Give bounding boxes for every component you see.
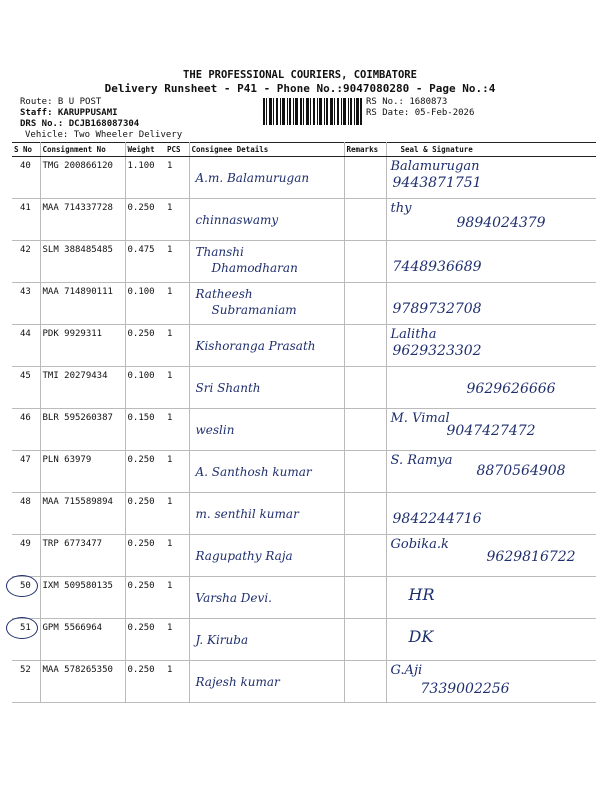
consignee-name: Varsha Devi. — [195, 591, 272, 605]
consignee-details — [189, 577, 344, 619]
remarks-cell — [344, 451, 386, 493]
table-row — [12, 283, 596, 325]
table-row — [12, 325, 596, 367]
consignee-details — [189, 493, 344, 535]
consignment-number: PDK 9929311 — [40, 325, 125, 367]
col-weight: Weight — [125, 143, 165, 157]
pcs-value: 1 — [165, 493, 189, 535]
consignment-number: SLM 388485485 — [40, 241, 125, 283]
consignee-name: Ratheesh — [195, 287, 253, 301]
pcs-value: 1 — [165, 283, 189, 325]
receiver-phone: 7448936689 — [392, 259, 482, 275]
consignee-details — [189, 241, 344, 283]
signature-mark: Gobika.k — [390, 537, 449, 552]
receiver-phone: 8870564908 — [476, 463, 566, 479]
serial-number: 48 — [12, 493, 40, 535]
route-label: Route: B U POST — [20, 97, 102, 107]
pcs-value: 1 — [165, 577, 189, 619]
runsheet-subtitle: Delivery Runsheet - P41 - Phone No.:9047080280 - Page No.:4 — [104, 82, 496, 95]
col-sno: S No — [12, 143, 40, 157]
consignee-name: chinnaswamy — [195, 213, 279, 227]
weight-value: 0.100 — [125, 367, 165, 409]
receiver-phone: 7339002256 — [420, 681, 510, 697]
seal-signature — [386, 367, 596, 409]
serial-number: 42 — [12, 241, 40, 283]
barcode-icon — [263, 98, 363, 125]
seal-signature — [386, 577, 596, 619]
consignment-number: MAA 714890111 — [40, 283, 125, 325]
consignment-number: MAA 715589894 — [40, 493, 125, 535]
consignee-name: Ragupathy Raja — [195, 549, 293, 563]
serial-number: 47 — [12, 451, 40, 493]
hand-circle-mark — [6, 575, 38, 597]
company-title: THE PROFESSIONAL COURIERS, COIMBATORE — [183, 69, 417, 81]
serial-number: 51 — [12, 619, 40, 661]
signature-mark: HR — [408, 585, 435, 604]
pcs-value: 1 — [165, 535, 189, 577]
remarks-cell — [344, 409, 386, 451]
serial-number: 45 — [12, 367, 40, 409]
runsheet-table — [12, 142, 596, 703]
serial-number: 40 — [12, 157, 40, 199]
receiver-phone: 9443871751 — [392, 175, 482, 191]
col-consignment: Consignment No — [40, 143, 125, 157]
seal-signature — [386, 661, 596, 703]
signature-mark: G.Aji — [390, 663, 423, 678]
consignee-name: m. senthil kumar — [195, 507, 299, 521]
rs-number: RS No.: 1680873 — [366, 97, 448, 107]
remarks-cell — [344, 199, 386, 241]
serial-number: 46 — [12, 409, 40, 451]
table-row — [12, 619, 596, 661]
signature-mark: M. Vimal — [390, 411, 450, 426]
table-header — [12, 143, 596, 157]
consignee-name: Thanshi — [195, 245, 244, 259]
pcs-value: 1 — [165, 367, 189, 409]
serial-number: 41 — [12, 199, 40, 241]
consignee-name-line2: Subramaniam — [211, 303, 297, 317]
consignment-number: TRP 6773477 — [40, 535, 125, 577]
consignee-details — [189, 409, 344, 451]
consignee-details — [189, 367, 344, 409]
consignment-number: PLN 63979 — [40, 451, 125, 493]
consignment-number: TMI 20279434 — [40, 367, 125, 409]
weight-value: 0.250 — [125, 493, 165, 535]
serial-number: 49 — [12, 535, 40, 577]
table-row — [12, 241, 596, 283]
consignee-details — [189, 283, 344, 325]
consignee-details — [189, 199, 344, 241]
receiver-phone: 9842244716 — [392, 511, 482, 527]
col-pcs: PCS — [165, 143, 189, 157]
remarks-cell — [344, 367, 386, 409]
consignee-details — [189, 157, 344, 199]
signature-mark: S. Ramya — [390, 453, 453, 468]
consignee-details — [189, 619, 344, 661]
remarks-cell — [344, 535, 386, 577]
pcs-value: 1 — [165, 157, 189, 199]
pcs-value: 1 — [165, 199, 189, 241]
consignee-name: Kishoranga Prasath — [195, 339, 316, 353]
seal-signature — [386, 157, 596, 199]
remarks-cell — [344, 283, 386, 325]
remarks-cell — [344, 577, 386, 619]
consignee-name: Rajesh kumar — [195, 675, 280, 689]
vehicle-label: Vehicle: Two Wheeler Delivery — [25, 130, 183, 140]
signature-mark: DK — [408, 627, 434, 646]
consignee-details — [189, 451, 344, 493]
remarks-cell — [344, 157, 386, 199]
table-row — [12, 661, 596, 703]
staff-label: Staff: KARUPPUSAMI — [20, 108, 118, 118]
hand-circle-mark — [6, 617, 38, 639]
serial-number: 50 — [12, 577, 40, 619]
receiver-phone: 9629816722 — [486, 549, 576, 565]
col-consignee: Consignee Details — [189, 143, 344, 157]
weight-value: 0.250 — [125, 577, 165, 619]
consignee-name: A.m. Balamurugan — [195, 171, 310, 185]
table-row — [12, 157, 596, 199]
remarks-cell — [344, 241, 386, 283]
consignment-number: MAA 578265350 — [40, 661, 125, 703]
weight-value: 0.250 — [125, 619, 165, 661]
weight-value: 0.250 — [125, 325, 165, 367]
serial-number: 44 — [12, 325, 40, 367]
col-remarks: Remarks — [344, 143, 386, 157]
consignee-details — [189, 661, 344, 703]
table-row — [12, 535, 596, 577]
remarks-cell — [344, 325, 386, 367]
table-row — [12, 409, 596, 451]
seal-signature — [386, 619, 596, 661]
consignment-number: MAA 714337728 — [40, 199, 125, 241]
seal-signature — [386, 325, 596, 367]
table-row — [12, 451, 596, 493]
table-row — [12, 199, 596, 241]
consignee-name: weslin — [195, 423, 235, 437]
consignment-number: BLR 595260387 — [40, 409, 125, 451]
rs-date: RS Date: 05-Feb-2026 — [366, 108, 475, 118]
pcs-value: 1 — [165, 325, 189, 367]
seal-signature — [386, 199, 596, 241]
seal-signature — [386, 283, 596, 325]
consignment-number: GPM 5566964 — [40, 619, 125, 661]
seal-signature — [386, 535, 596, 577]
col-seal: Seal & Signature — [386, 143, 596, 157]
consignee-name: Sri Shanth — [195, 381, 261, 395]
table-row — [12, 367, 596, 409]
weight-value: 0.250 — [125, 199, 165, 241]
seal-signature — [386, 493, 596, 535]
weight-value: 0.250 — [125, 451, 165, 493]
weight-value: 0.250 — [125, 661, 165, 703]
seal-signature — [386, 409, 596, 451]
drs-number: DRS No.: DCJB168087304 — [20, 119, 140, 129]
weight-value: 1.100 — [125, 157, 165, 199]
weight-value: 0.100 — [125, 283, 165, 325]
consignee-details — [189, 535, 344, 577]
remarks-cell — [344, 619, 386, 661]
weight-value: 0.150 — [125, 409, 165, 451]
pcs-value: 1 — [165, 619, 189, 661]
serial-number: 52 — [12, 661, 40, 703]
serial-number: 43 — [12, 283, 40, 325]
receiver-phone: 9629626666 — [466, 381, 556, 397]
receiver-phone: 9629323302 — [392, 343, 482, 359]
pcs-value: 1 — [165, 661, 189, 703]
receiver-phone: 9789732708 — [392, 301, 482, 317]
weight-value: 0.250 — [125, 535, 165, 577]
seal-signature — [386, 241, 596, 283]
receiver-phone: 9894024379 — [456, 215, 546, 231]
consignee-name-line2: Dhamodharan — [211, 261, 298, 275]
table-row — [12, 577, 596, 619]
seal-signature — [386, 451, 596, 493]
weight-value: 0.475 — [125, 241, 165, 283]
signature-mark: Balamurugan — [390, 159, 480, 174]
receiver-phone: 9047427472 — [446, 423, 536, 439]
pcs-value: 1 — [165, 241, 189, 283]
consignee-name: J. Kiruba — [195, 633, 249, 647]
table-row — [12, 493, 596, 535]
consignment-number: TMG 200866120 — [40, 157, 125, 199]
consignee-details — [189, 325, 344, 367]
consignment-number: IXM 509580135 — [40, 577, 125, 619]
pcs-value: 1 — [165, 409, 189, 451]
remarks-cell — [344, 493, 386, 535]
signature-mark: thy — [390, 201, 412, 216]
consignee-name: A. Santhosh kumar — [195, 465, 312, 479]
signature-mark: Lalitha — [390, 327, 437, 342]
remarks-cell — [344, 661, 386, 703]
pcs-value: 1 — [165, 451, 189, 493]
